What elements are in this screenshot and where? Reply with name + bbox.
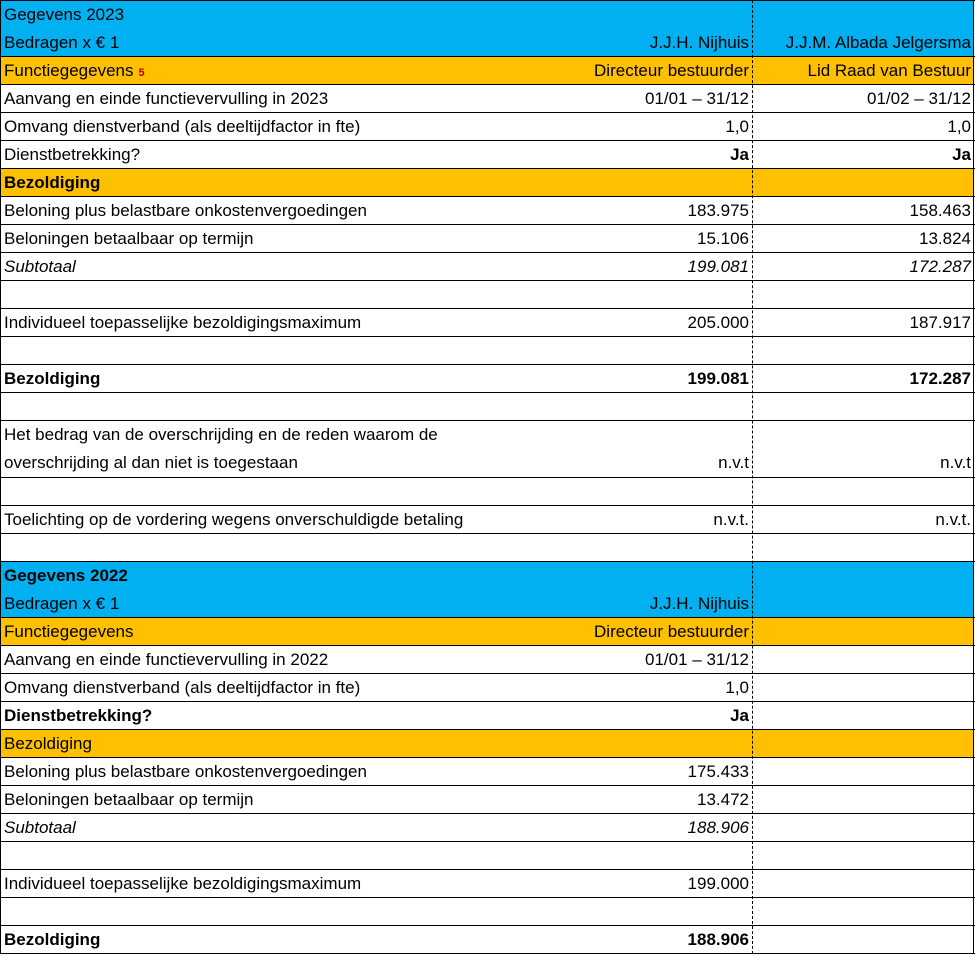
person-1-name: J.J.H. Nijhuis <box>649 594 749 613</box>
table-row: Dienstbetrekking? Ja <box>4 706 749 725</box>
table-row: Beloning plus belastbare onkostenvergoedingen 183.975 158.463 <box>4 201 971 220</box>
empty-row <box>0 337 975 365</box>
table-row: Beloning plus belastbare onkostenvergoedingen 175.433 <box>4 762 749 781</box>
empty-row <box>0 842 975 870</box>
table-row: Omvang dienstverband (als deeltijdfactor in fte) 1,0 <box>4 678 749 697</box>
table-row: Beloningen betaalbaar op termijn 15.106 13.824 <box>4 229 971 248</box>
header-2022-unit-row <box>0 590 975 618</box>
header-title: Gegevens 2022 <box>4 566 128 585</box>
section-header-bezoldiging: Bezoldiging <box>0 169 975 197</box>
table-row: Beloningen betaalbaar op termijn 13.472 <box>4 790 749 809</box>
func-person-1: Directeur bestuurder <box>594 61 749 80</box>
empty-row <box>0 898 975 926</box>
table-row: Toelichting op de vordering wegens onverschuldigde betaling n.v.t. n.v.t. <box>4 510 971 529</box>
table-row: Individueel toepasselijke bezoldigingsmaximum 205.000 187.917 <box>4 313 971 332</box>
empty-row <box>0 393 975 421</box>
func-label: Functiegegevens 5 <box>4 61 145 80</box>
table-row: Omvang dienstverband (als deeltijdfactor in fte) 1,0 1,0 <box>4 117 971 136</box>
header-unit: Bedragen x € 1 <box>4 33 120 52</box>
person-1-name: J.J.H. Nijhuis <box>649 33 749 52</box>
table-row: Individueel toepasselijke bezoldigingsmaximum 199.000 <box>4 874 749 893</box>
func-label: Functiegegevens <box>4 622 134 641</box>
total-row: Bezoldiging 199.081 172.287 <box>4 369 971 388</box>
multiline-label: Het bedrag van de overschrijding en de reden waarom de overschrijding al dan niet is toegestaan <box>4 425 438 472</box>
table-row: Aanvang en einde functievervulling in 2022 01/01 – 31/12 <box>4 650 749 669</box>
header-title: Gegevens 2023 <box>4 5 125 24</box>
func-row-2022 <box>0 618 975 646</box>
header-2022-title-row <box>0 562 975 590</box>
person-2-name: J.J.M. Albada Jelgersma <box>785 33 971 52</box>
empty-row <box>0 477 975 505</box>
table-row: Het bedrag van de overschrijding en de reden waarom de overschrijding al dan niet is toegestaan n.v.t n.v.t <box>0 421 975 477</box>
footnote-marker: 5 <box>138 67 145 79</box>
section-header-bezoldiging: Bezoldiging <box>0 730 975 758</box>
header-2023-unit-row <box>0 29 975 57</box>
func-row-2023 <box>0 57 975 85</box>
subtotal-row: Subtotaal 188.906 <box>4 818 749 837</box>
empty-row <box>0 534 975 562</box>
total-row: Bezoldiging 188.906 <box>4 930 749 949</box>
header-unit: Bedragen x € 1 <box>4 594 120 613</box>
header-2023-title-row <box>0 1 975 29</box>
func-person-2: Lid Raad van Bestuur <box>807 61 971 80</box>
empty-row <box>0 281 975 309</box>
func-person-1: Directeur bestuurder <box>594 622 749 641</box>
table-row: Dienstbetrekking? Ja Ja <box>4 145 971 164</box>
table-row: Aanvang en einde functievervulling in 2023 01/01 – 31/12 01/02 – 31/12 <box>4 89 971 108</box>
subtotal-row: Subtotaal 199.081 172.287 <box>4 257 971 276</box>
